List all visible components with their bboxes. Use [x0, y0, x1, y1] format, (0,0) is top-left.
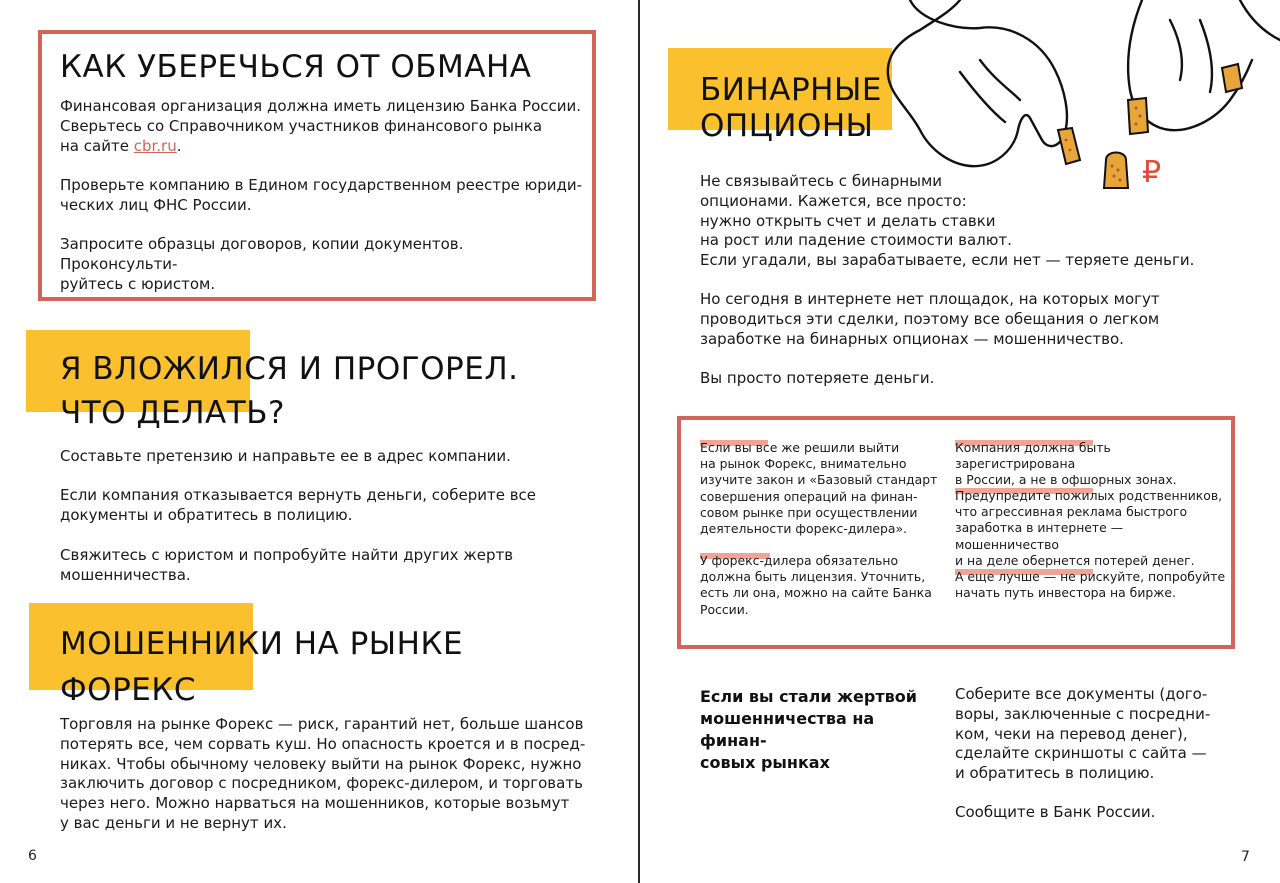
binary-title-line1: БИНАРНЫЕ: [700, 72, 882, 108]
forex-tip-registration: Компания должна быть зарегистрирована в России, а не в офшорных зонах.: [955, 440, 1177, 488]
box-para-documents: Запросите образцы договоров, копии документов. Проконсульти- руйтесь с юристом.: [60, 235, 464, 293]
cbr-link[interactable]: cbr.ru: [133, 136, 177, 155]
lost-para-police: Если компания отказывается вернуть деньги, соберите все документы и обратитесь в полицию.: [60, 486, 537, 524]
box-para-license-end: .: [176, 136, 182, 155]
forex-tip-license: У форекс-дилера обязательно должна быть лицензия. Уточнить, есть ли она, можно на сайте Банка России.: [700, 553, 932, 617]
lost-para-claim: Составьте претензию и направьте ее в адрес компании.: [60, 447, 511, 465]
lost-para-lawyer: Свяжитесь с юристом и попробуйте найти других жертв мошенничества.: [60, 546, 514, 584]
lost-title-line1: Я ВЛОЖИЛСЯ И ПРОГОРЕЛ.: [60, 351, 519, 387]
box-title: КАК УБЕРЕЧЬСЯ ОТ ОБМАНА: [60, 49, 532, 85]
forex-tip-law: Если вы все же решили выйти на рынок Форекс, внимательно изучите закон и «Базовый стандарт совершения операций на финан- совом рынке при осуществлении деятельности форекс-дилера».: [700, 440, 938, 537]
ruble-icon: ₽: [1142, 155, 1162, 190]
right-hand-icon: [1128, 0, 1280, 130]
binary-title-line2: ОПЦИОНЫ: [700, 108, 874, 144]
forex-para: Торговля на рынке Форекс — риск, гарантий нет, больше шансов потерять все, чем сорвать куш. Но опасность кроется и в посред- никах. Чтобы обычному человеку выйти на рынок Форекс, нужно заключить договор с посредником, форекс-дилером, и торговать через него. Можно нарваться на мошенников, которые возьмут у вас деньги и не вернут их.: [60, 715, 586, 832]
binary-para-internet: Но сегодня в интернете нет площадок, на которых могут проводиться эти сделки, поэтому все обещания о легком заработке на бинарных опционах — мошенничество.: [700, 290, 1160, 348]
forex-tip-exchange: А еще лучше — не рискуйте, попробуйте начать путь инвестора на бирже.: [955, 569, 1226, 601]
page-number-right: 7: [1241, 849, 1250, 865]
binary-para-lose: Вы просто потеряете деньги.: [700, 369, 935, 387]
box-para-registry: Проверьте компанию в Едином государственном реестре юриди- ческих лиц ФНС России.: [60, 176, 583, 214]
forex-title-line2: ФОРЕКС: [60, 672, 197, 708]
victim-para-report: Сообщите в Банк России.: [955, 803, 1156, 821]
victim-heading: Если вы стали жертвой мошенничества на финан- совых рынках: [700, 687, 917, 772]
left-hand-icon: [888, 0, 1067, 166]
binary-para-intro: Не связывайтесь с бинарными опционами. Кажется, все просто: нужно открыть счет и делать ставки на рост или падение стоимости валют. Если угадали, вы зарабатываете, если нет — теряете деньги.: [700, 172, 1195, 270]
victim-para-documents: Соберите все документы (дого- воры, заключенные с посредни- ком, чеки на перевод денег), сделайте скриншоты с сайта — и обратитесь в полицию.: [955, 685, 1211, 783]
forex-title-line1: МОШЕННИКИ НА РЫНКЕ: [60, 626, 464, 662]
forex-tip-relatives: Предупредите пожилых родственников, что агрессивная реклама быстрого заработка в интернете — мошенничество и на деле обернется потерей денег.: [955, 488, 1223, 568]
page-divider: [638, 0, 640, 883]
lost-title-line2: ЧТО ДЕЛАТЬ?: [60, 395, 285, 431]
page-number-left: 6: [28, 848, 37, 864]
box-para-license: [60, 97, 585, 156]
box-para-license-text: Финансовая организация должна иметь лицензию Банка России. Сверьтесь со Справочником участников финансового рынка на сайте: [60, 97, 582, 155]
